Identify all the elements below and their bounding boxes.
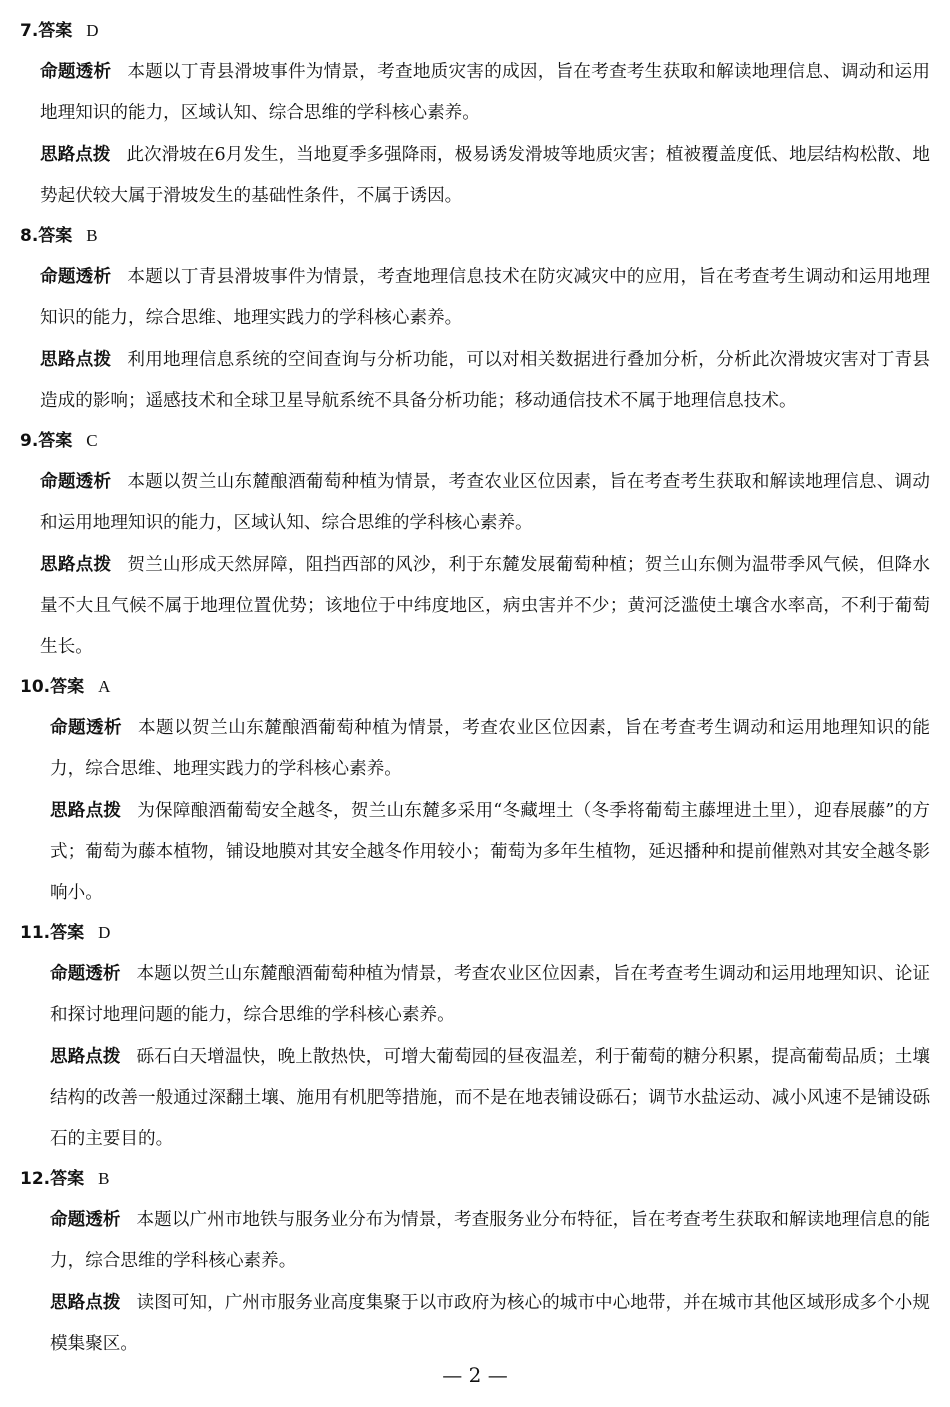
hint-text: 贺兰山形成天然屏障，阻挡西部的风沙，利于东麓发展葡萄种植；贺兰山东侧为温带季风气候，但降水量不大且气候不属于地理位置优势；该地位于中纬度地区，病虫害并不少；黄河泛滥使土壤含水率高，不利于葡萄生长。	[40, 555, 930, 657]
answer-line	[20, 676, 930, 698]
analysis-label: 命题透析	[50, 718, 123, 738]
answer-letter: B	[98, 1169, 110, 1188]
hint-paragraph	[50, 1037, 930, 1160]
answer-label: 答案	[38, 21, 73, 41]
question-number: 8.	[20, 226, 39, 246]
question-number: 10.	[20, 677, 51, 697]
answer-letter: C	[86, 431, 98, 450]
hint-paragraph	[40, 340, 930, 422]
hint-label: 思路点拨	[40, 350, 112, 370]
question-number: 7.	[20, 21, 39, 41]
hint-label: 思路点拨	[40, 145, 111, 165]
answer-item-10	[20, 676, 930, 903]
hint-text: 利用地理信息系统的空间查询与分析功能，可以对相关数据进行叠加分析，分析此次滑坡灾害对丁青县造成的影响；遥感技术和全球卫星导航系统不具备分析功能；移动通信技术不属于地理信息技术。	[40, 350, 930, 411]
analysis-text: 本题以广州市地铁与服务业分布为情景，考查服务业分布特征，旨在考查考生获取和解读地理信息的能力，综合思维的学科核心素养。	[50, 1210, 930, 1271]
analysis-text: 本题以丁青县滑坡事件为情景，考查地质灾害的成因，旨在考查考生获取和解读地理信息、调动和运用地理知识的能力，区域认知、综合思维的学科核心素养。	[40, 62, 930, 123]
analysis-paragraph	[50, 1200, 930, 1282]
answer-label: 答案	[38, 431, 73, 451]
question-number: 11.	[20, 923, 51, 943]
question-number: 12.	[20, 1169, 51, 1189]
hint-text: 砾石白天增温快，晚上散热快，可增大葡萄园的昼夜温差，利于葡萄的糖分积累，提高葡萄品质；土壤结构的改善一般通过深翻土壤、施用有机肥等措施，而不是在地表铺设砾石；调节水盐运动、减小风速不是铺设砾石的主要目的。	[50, 1047, 930, 1149]
analysis-paragraph	[50, 954, 930, 1036]
answer-label: 答案	[38, 226, 73, 246]
hint-label: 思路点拨	[50, 801, 122, 821]
analysis-text: 本题以贺兰山东麓酿酒葡萄种植为情景，考查农业区位因素，旨在考查考生调动和运用地理知识的能力，综合思维、地理实践力的学科核心素养。	[50, 718, 930, 779]
answer-letter: B	[86, 226, 98, 245]
analysis-paragraph	[40, 462, 930, 544]
answer-letter: D	[86, 21, 99, 40]
answer-item-12	[20, 1168, 930, 1354]
hint-label: 思路点拨	[40, 555, 112, 575]
answer-line	[20, 225, 930, 247]
answer-item-7	[20, 20, 930, 206]
answer-label: 答案	[50, 1169, 85, 1189]
page-number: — 2 —	[442, 1363, 508, 1387]
analysis-text: 本题以丁青县滑坡事件为情景，考查地理信息技术在防灾减灾中的应用，旨在考查考生调动和运用地理知识的能力，综合思维、地理实践力的学科核心素养。	[40, 267, 930, 328]
hint-label: 思路点拨	[50, 1293, 121, 1313]
answer-letter: D	[98, 923, 111, 942]
hint-paragraph	[40, 135, 930, 217]
analysis-paragraph	[40, 52, 930, 134]
analysis-text: 本题以贺兰山东麓酿酒葡萄种植为情景，考查农业区位因素，旨在考查考生获取和解读地理信息、调动和运用地理知识的能力，区域认知、综合思维的学科核心素养。	[40, 472, 930, 533]
analysis-label: 命题透析	[40, 267, 112, 287]
analysis-label: 命题透析	[40, 62, 112, 82]
question-number: 9.	[20, 431, 39, 451]
hint-text: 读图可知，广州市服务业高度集聚于以市政府为核心的城市中心地带，并在城市其他区域形成多个小规模集聚区。	[50, 1293, 930, 1354]
answer-line	[20, 20, 930, 42]
analysis-label: 命题透析	[40, 472, 112, 492]
answer-letter: A	[98, 677, 111, 696]
hint-text: 此次滑坡在6月发生，当地夏季多强降雨，极易诱发滑坡等地质灾害；植被覆盖度低、地层结构松散、地势起伏较大属于滑坡发生的基础性条件，不属于诱因。	[40, 145, 930, 206]
answer-line	[20, 430, 930, 452]
analysis-paragraph	[50, 708, 930, 790]
answer-item-9	[20, 430, 930, 657]
answer-item-11	[20, 922, 930, 1149]
hint-paragraph	[50, 791, 930, 914]
hint-paragraph	[40, 545, 930, 668]
analysis-label: 命题透析	[50, 964, 121, 984]
analysis-text: 本题以贺兰山东麓酿酒葡萄种植为情景，考查农业区位因素，旨在考查考生调动和运用地理知识、论证和探讨地理问题的能力，综合思维的学科核心素养。	[50, 964, 930, 1025]
hint-paragraph	[50, 1283, 930, 1365]
answer-line	[20, 922, 930, 944]
analysis-label: 命题透析	[50, 1210, 121, 1230]
answer-item-8	[20, 225, 930, 411]
answer-label: 答案	[50, 677, 85, 697]
answer-label: 答案	[50, 923, 85, 943]
answer-line	[20, 1168, 930, 1190]
hint-text: 为保障酿酒葡萄安全越冬，贺兰山东麓多采用“冬藏埋土（冬季将葡萄主藤埋进土里），迎春展藤”的方式；葡萄为藤本植物，铺设地膜对其安全越冬作用较小；葡萄为多年生植物，延迟播种和提前催熟对其安全越冬影响小。	[50, 801, 930, 903]
hint-label: 思路点拨	[50, 1047, 121, 1067]
analysis-paragraph	[40, 257, 930, 339]
